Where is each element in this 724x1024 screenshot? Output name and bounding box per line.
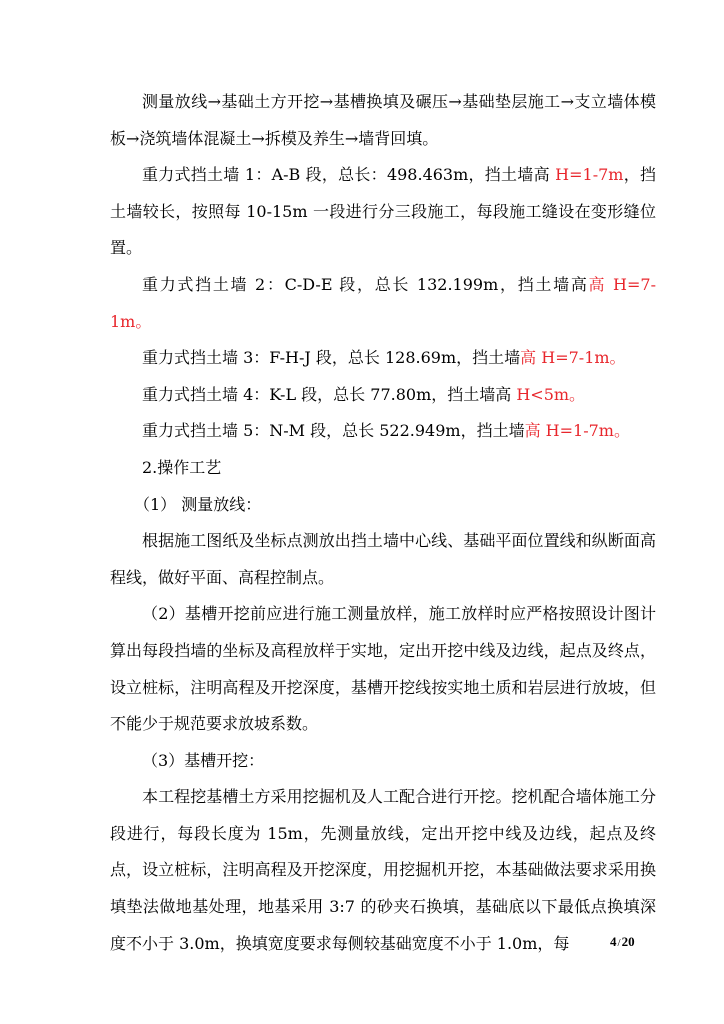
paragraph-wall-2 — [110, 267, 656, 340]
process-flow-text: 测量放线→基础土方开挖→基槽换填及碾压→基础垫层施工→支立墙体模板→浇筑墙体混凝土→拆模及养生→墙背回填。 — [110, 92, 656, 148]
wall-3-text: 重力式挡土墙 3：F-H-J 段，总长 128.69m，挡土墙 — [142, 348, 521, 368]
survey-subheading-text: （1） 测量放线： — [134, 494, 262, 514]
paragraph-wall-5 — [110, 413, 656, 450]
wall-1-height: H=1-7m — [555, 165, 624, 185]
trench-excavation-subheading-text: （3）基槽开挖： — [142, 750, 265, 770]
page-number — [610, 934, 635, 951]
subheading-trench-excavation — [110, 743, 656, 780]
trench-excavation-text: 本工程挖基槽土方采用挖掘机及人工配合进行开挖。挖机配合墙体施工分段进行，每段长度为 15m，先测量放线，定出开挖中线及边线，起点及终点，设立桩标，注明高程及开挖深度，用挖掘机开挖，本基础做法要求采用换填垫法做地基处理，地基采用 3:7 的砂夹石换填，基础底以下最低点换填深度不小于 3.0m，换填宽度要求每侧较基础宽度不小于 1.0m，每 — [110, 787, 656, 953]
wall-1-text-a: 重力式挡土墙 1：A-B 段，总长：498.463m，挡土墙高 — [142, 165, 556, 185]
paragraph-wall-3 — [110, 340, 656, 377]
survey-text: 根据施工图纸及坐标点测放出挡土墙中心线、基础平面位置线和纵断面高程线，做好平面、高程控制点。 — [110, 531, 656, 587]
wall-5-height: 高 H=1-7m。 — [524, 421, 630, 441]
document-body — [110, 84, 656, 962]
paragraph-wall-4 — [110, 377, 656, 414]
page-current: 4 — [610, 934, 617, 949]
page-separator: / — [617, 937, 621, 949]
operation-heading-text: 2.操作工艺 — [142, 457, 222, 477]
paragraph-trench-excavation — [110, 779, 656, 962]
wall-5-text: 重力式挡土墙 5：N-M 段，总长 522.949m，挡土墙 — [142, 421, 525, 441]
wall-4-text: 重力式挡土墙 4：K-L 段，总长 77.80m，挡土墙高 — [142, 384, 517, 404]
wall-3-height: 高 H=7-1m。 — [520, 348, 626, 368]
section-heading-operation — [110, 450, 656, 487]
wall-2-text: 重力式挡土墙 2：C-D-E 段，总长 132.199m，挡土墙高 — [142, 274, 589, 294]
wall-1-text-b: ，挡土墙较长，按照每 10-15m 一段进行分三段施工，每段施工缝设在变形缝位置。 — [110, 165, 656, 258]
wall-4-height: H<5m。 — [516, 384, 586, 404]
page-total: 20 — [621, 934, 635, 949]
trench-setout-text: （2）基槽开挖前应进行施工测量放样，施工放样时应严格按照设计图计算出每段挡墙的坐标及高程放样于实地，定出开挖中线及边线，起点及终点，设立桩标，注明高程及开挖深度，基槽开挖线按实地土质和岩层进行放坡，但不能少于规范要求放坡系数。 — [110, 604, 656, 734]
paragraph-trench-setout — [110, 596, 656, 742]
subheading-survey — [110, 487, 656, 524]
paragraph-wall-1 — [110, 157, 656, 267]
paragraph-survey — [110, 523, 656, 596]
paragraph-process-flow — [110, 84, 656, 157]
wall-2-height: 高 H=7-1m。 — [110, 274, 656, 331]
